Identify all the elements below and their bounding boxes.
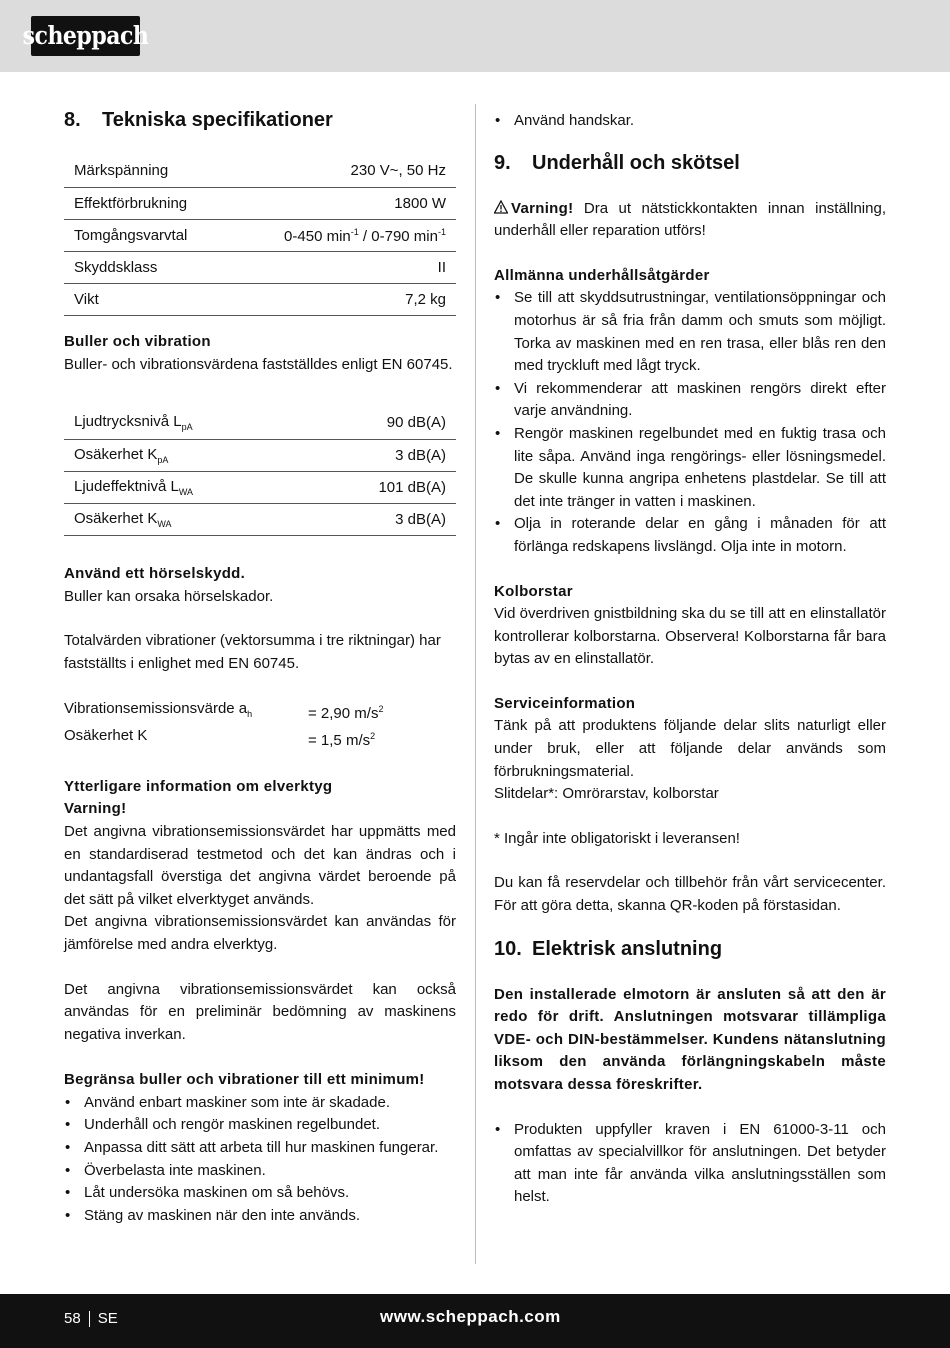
service-heading: Serviceinformation (494, 694, 636, 712)
more-info-text-1: Det angivna vibrationsemissionsvärdet har uppmätts med en standardiserad testmetod och det kan ändras och i undantagsfall överstiga det angivna värdet beroende på det sätt på vilket elverktyget används. (64, 822, 456, 908)
page-indicator (64, 1310, 118, 1327)
noise-label-sub: pA (157, 455, 169, 466)
scheppach-logo (22, 16, 149, 56)
table-row (64, 406, 456, 440)
noise-value: 3 dB(A) (305, 440, 457, 472)
spec-label: Tomgångsvarvtal (64, 220, 230, 252)
limit-heading: Begränsa buller och vibrationer till ett minimum! (64, 1071, 425, 1089)
hearing-heading: Använd ett hörselskydd. (64, 565, 246, 583)
vibration-value-text: = 2,90 m/s (308, 704, 379, 722)
section-title: Underhåll och skötsel (532, 151, 740, 174)
noise-label-sub: WA (178, 487, 193, 498)
maintenance-warning (494, 198, 886, 243)
list-item: • Vi rekommenderar att maskinen rengörs direkt efter varje användning. (494, 378, 886, 423)
brushes-text: Vid överdriven gnistbildning ska du se till att en elinstallatör kontrollerar kolborstarna. Observera! Kolborstarna får bara bytas av en elinstallatör. (494, 605, 886, 668)
list-item: • Underhåll och rengör maskinen regelbundet. (64, 1114, 456, 1137)
hearing-text: Buller kan orsaka hörselskador. (64, 587, 274, 605)
table-row (64, 284, 456, 316)
wear-parts: Slitdelar*: Omrörarstav, kolborstar (494, 785, 719, 803)
section-title: Elektrisk anslutning (532, 937, 723, 960)
left-column (64, 100, 456, 1227)
noise-value: 3 dB(A) (305, 504, 457, 536)
page-footer (0, 1294, 950, 1348)
more-info-heading: Ytterligare information om elverktyg (64, 777, 333, 795)
list-item: • Använd handskar. (494, 110, 886, 133)
list-item: • Se till att skyddsutrustningar, ventilationsöppningar och motorhus är så fria från damm och smuts som möjligt. Torka av maskinen med en ren trasa, eller blås ren den med tryckluft med lågt tryck. (494, 287, 886, 377)
noise-label (64, 504, 305, 536)
vibration-row (64, 725, 456, 753)
vibration-label-text: Vibrationsemissionsvärde a (64, 699, 248, 717)
noise-value: 101 dB(A) (305, 472, 457, 504)
section-number: 9. (494, 151, 511, 174)
vibration-value (308, 725, 375, 753)
vibration-label-sub: h (247, 708, 253, 719)
list-item: • Låt undersöka maskinen om så behövs. (64, 1182, 456, 1205)
spec-value (230, 220, 456, 252)
website-url: www.scheppach.com (380, 1307, 561, 1326)
section-title: Tekniska specifikationer (102, 109, 333, 131)
noise-label (64, 440, 305, 472)
logo-text: scheppach (22, 21, 149, 51)
table-row (64, 504, 456, 536)
spec-label: Effektförbrukning (64, 188, 230, 220)
warning-label: Varning! (511, 199, 574, 217)
noise-label-text: Osäkerhet K (74, 510, 158, 528)
list-item: • Stäng av maskinen när den inte används. (64, 1205, 456, 1228)
noise-label (64, 406, 305, 440)
spec-value: 7,2 kg (230, 284, 456, 316)
table-row (64, 472, 456, 504)
spec-label: Skyddsklass (64, 252, 230, 284)
warning-triangle-icon (494, 200, 508, 214)
spare-parts-text: Du kan få reservdelar och tillbehör från vårt servicecenter. För att göra detta, skanna QR-koden på förstasidan. (494, 874, 886, 915)
page-number: 58 (64, 1310, 81, 1327)
total-vibration-text: Totalvärden vibrationer (vektorsumma i tre riktningar) har fastställts i enlighet med EN 60745. (64, 632, 441, 672)
rpm-value-2: / 0-790 min (358, 227, 438, 245)
section-8-heading (64, 109, 456, 132)
more-info-text-2: Det angivna vibrationsemissionsvärdet kan användas för jämförelse med andra elverktyg. (64, 913, 456, 953)
table-row (64, 220, 456, 252)
right-column (494, 100, 886, 1209)
vibration-value-sup: 2 (370, 731, 376, 742)
column-divider (475, 104, 476, 1264)
noise-text: Buller- och vibrationsvärdena fastställdes enligt EN 60745. (64, 355, 453, 373)
glove-list (494, 110, 886, 133)
brushes-heading: Kolborstar (494, 582, 573, 600)
rpm-unit-exp-1: -1 (350, 226, 359, 237)
rpm-value-1: 0-450 min (284, 227, 351, 245)
footer-separator (89, 1311, 90, 1327)
vibration-value (308, 698, 383, 726)
warning-heading: Varning! (64, 800, 127, 818)
spec-value: 1800 W (230, 188, 456, 220)
section-9-heading (494, 152, 886, 175)
list-item: • Rengör maskinen regelbundet med en fuktig trasa och lite såpa. Använd inga rengörings- eller lösningsmedel. De skulle kunna angripa enhetens plastdelar. Se till att det inte tränger in vatten i maskinen. (494, 423, 886, 513)
vibration-label (64, 698, 308, 726)
section-number: 10. (494, 937, 522, 960)
noise-label-text: Ljudeffektnivå L (74, 478, 179, 496)
noise-label-text: Ljudtrycksnivå L (74, 413, 182, 431)
warning-text: Dra ut nätstickkontakten innan inställning, underhåll eller reparation utförs! (494, 199, 886, 240)
spec-value: II (230, 252, 456, 284)
spec-label: Vikt (64, 284, 230, 316)
list-item: • Använd enbart maskiner som inte är skadade. (64, 1092, 456, 1115)
footnote: * Ingår inte obligatoriskt i leveransen! (494, 829, 740, 847)
noise-value: 90 dB(A) (305, 406, 457, 440)
more-info-text-3: Det angivna vibrationsemissionsvärdet kan också användas för en preliminär bedömning av maskinens negativa inverkan. (64, 980, 456, 1043)
table-row (64, 440, 456, 472)
electrical-text: Den installerade elmotorn är ansluten så att den är redo för drift. Anslutningen motsvarar tillämpliga VDE- och DIN-bestämmelser. Kundens nätanslutning liksom den använda förlängningskabeln måste motsvara dessa föreskrifter. (494, 985, 886, 1093)
noise-heading: Buller och vibration (64, 333, 211, 350)
vibration-row (64, 698, 456, 726)
section-10-heading (494, 938, 886, 961)
language-code: SE (97, 1310, 118, 1327)
table-row (64, 188, 456, 220)
service-text: Tänk på att produktens följande delar slits naturligt eller under bruk, eller att följande delar används som förbrukningsmaterial. (494, 717, 886, 780)
noise-table (64, 406, 456, 536)
section-number: 8. (64, 109, 81, 131)
list-item: • Produkten uppfyller kraven i EN 61000-3-11 och omfattas av specialvillkor för anslutningen. Det betyder att man inte får använda vilka anslutningsställen som helst. (494, 1119, 886, 1209)
page-header (0, 0, 950, 72)
table-row (64, 252, 456, 284)
spec-table (64, 154, 456, 316)
noise-label (64, 472, 305, 504)
vibration-label: Osäkerhet K (64, 727, 148, 745)
table-row (64, 154, 456, 188)
limit-list (64, 1092, 456, 1228)
list-item: • Överbelasta inte maskinen. (64, 1160, 456, 1183)
list-item: • Olja in roterande delar en gång i månaden för att förlänga redskapens livslängd. Olja inte in motorn. (494, 513, 886, 558)
vibration-value-sup: 2 (378, 703, 384, 714)
noise-label-sub: pA (181, 422, 193, 433)
vibration-values (64, 698, 456, 753)
noise-label-text: Osäkerhet K (74, 446, 158, 464)
spec-value: 230 V~, 50 Hz (230, 154, 456, 188)
rpm-unit-exp-2: -1 (437, 226, 446, 237)
general-maintenance-list (494, 287, 886, 558)
general-maintenance-heading: Allmänna underhållsåtgärder (494, 266, 710, 284)
vibration-value-text: = 1,5 m/s (308, 732, 371, 750)
electrical-list (494, 1119, 886, 1209)
list-item: • Anpassa ditt sätt att arbeta till hur maskinen fungerar. (64, 1137, 456, 1160)
spec-label: Märkspänning (64, 154, 230, 188)
noise-label-sub: WA (157, 519, 172, 530)
